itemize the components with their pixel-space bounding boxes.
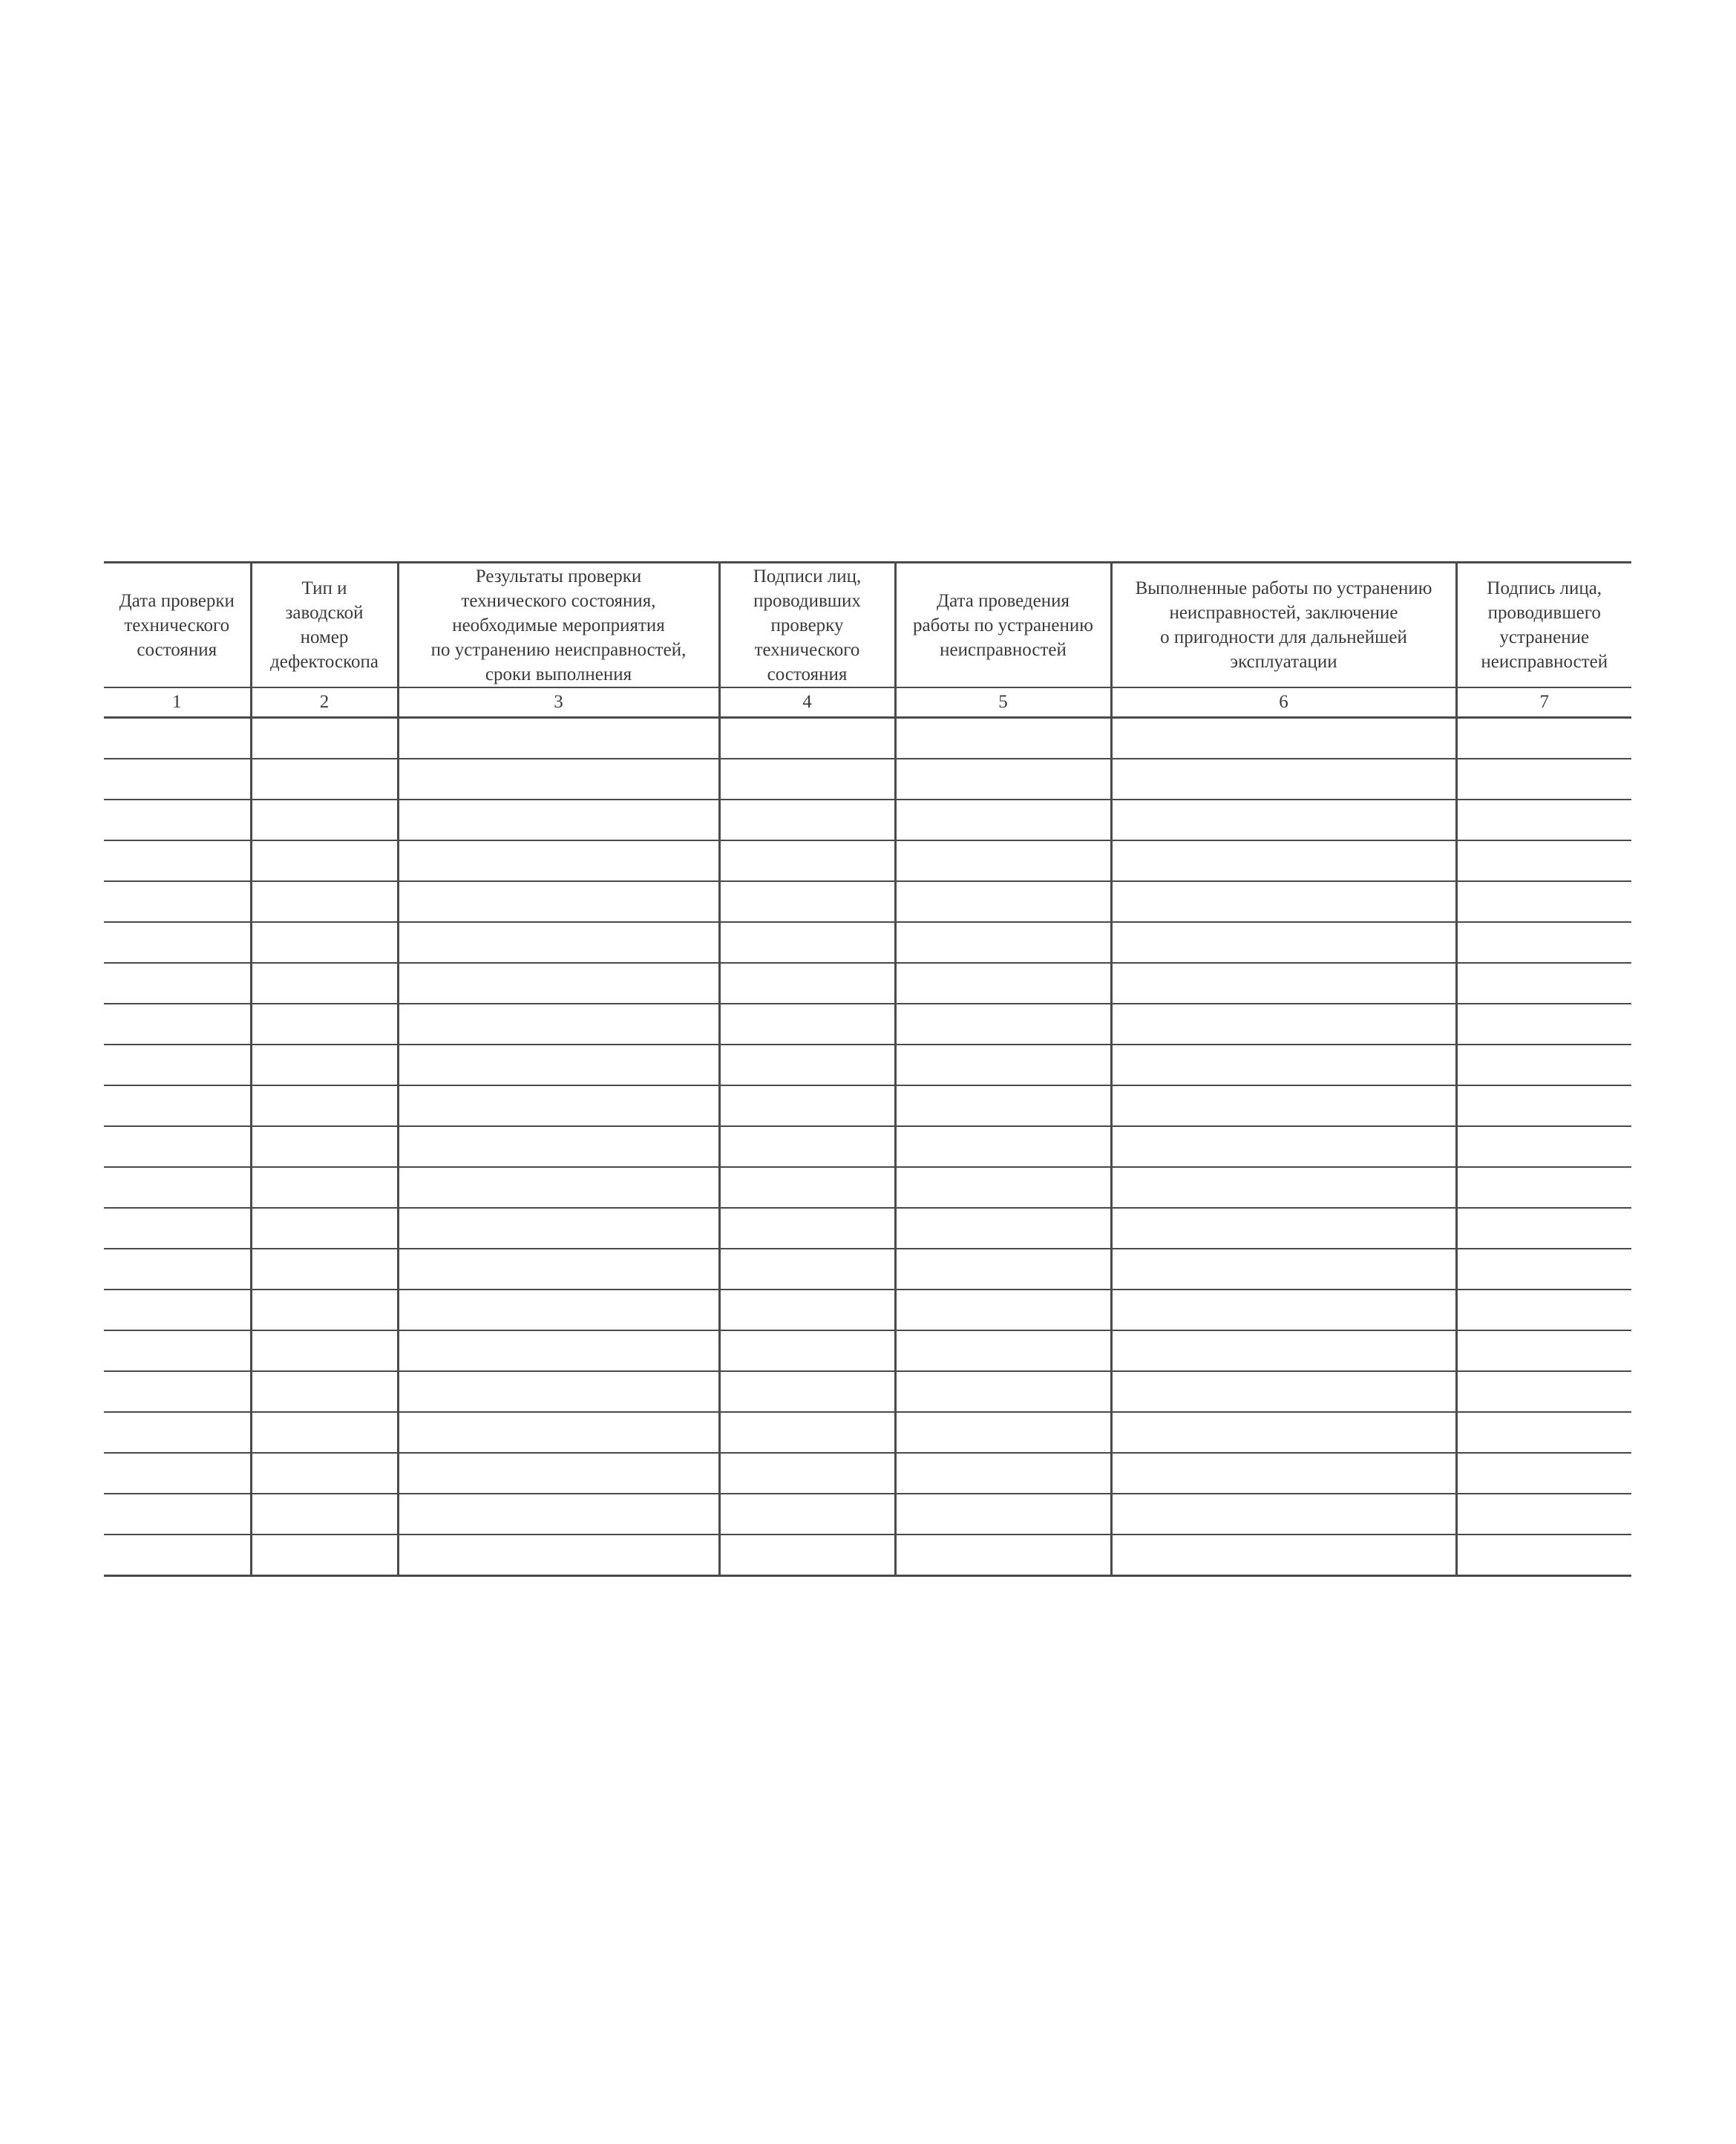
column-header-repairer-signature: Подпись лица, проводившего устранение неисправностей — [1456, 563, 1631, 688]
table-cell[interactable] — [719, 1249, 895, 1290]
table-cell[interactable] — [895, 1453, 1111, 1494]
table-cell[interactable] — [895, 1330, 1111, 1371]
table-cell[interactable] — [104, 1453, 251, 1494]
table-cell[interactable] — [719, 1004, 895, 1045]
table-cell[interactable] — [895, 1371, 1111, 1412]
table-cell[interactable] — [1111, 1535, 1456, 1576]
table-cell[interactable] — [104, 1371, 251, 1412]
table-cell[interactable] — [104, 1126, 251, 1167]
table-cell[interactable] — [398, 718, 719, 759]
table-cell[interactable] — [104, 1494, 251, 1535]
table-cell[interactable] — [719, 840, 895, 881]
column-header-inspection-date: Дата проверки технического состояния — [104, 563, 251, 688]
table-cell[interactable] — [398, 1535, 719, 1576]
table-cell[interactable] — [251, 759, 398, 800]
table-row — [104, 1494, 1631, 1535]
table-cell[interactable] — [1456, 759, 1631, 800]
table-cell[interactable] — [398, 1412, 719, 1453]
table-cell[interactable] — [398, 1290, 719, 1330]
table-cell[interactable] — [895, 1249, 1111, 1290]
table-row — [104, 1412, 1631, 1453]
table-cell[interactable] — [104, 1412, 251, 1453]
table-cell[interactable] — [104, 840, 251, 881]
defectoscope-inspection-log-table — [104, 561, 1631, 1577]
table-cell[interactable] — [251, 922, 398, 963]
table-cell[interactable] — [895, 1004, 1111, 1045]
table-cell[interactable] — [719, 718, 895, 759]
table-cell[interactable] — [1111, 1208, 1456, 1249]
table-cell[interactable] — [1456, 1412, 1631, 1453]
table-cell[interactable] — [1111, 759, 1456, 800]
table-row — [104, 759, 1631, 800]
table-cell[interactable] — [895, 1290, 1111, 1330]
table-cell[interactable] — [104, 922, 251, 963]
table-cell[interactable] — [895, 881, 1111, 922]
table-cell[interactable] — [1111, 1167, 1456, 1208]
table-row — [104, 1085, 1631, 1126]
column-number-row — [104, 687, 1631, 718]
table-cell[interactable] — [1111, 1290, 1456, 1330]
table-cell[interactable] — [398, 922, 719, 963]
table-cell[interactable] — [1456, 1167, 1631, 1208]
table-cell[interactable] — [104, 1535, 251, 1576]
table-cell[interactable] — [104, 1249, 251, 1290]
table-cell[interactable] — [1456, 1371, 1631, 1412]
table-cell[interactable] — [1111, 1453, 1456, 1494]
table-cell[interactable] — [1111, 1004, 1456, 1045]
table-cell[interactable] — [1456, 840, 1631, 881]
table-cell[interactable] — [719, 922, 895, 963]
table-cell[interactable] — [104, 1167, 251, 1208]
table-cell[interactable] — [398, 759, 719, 800]
table-cell[interactable] — [895, 1085, 1111, 1126]
table-cell[interactable] — [719, 1208, 895, 1249]
table-cell[interactable] — [719, 1126, 895, 1167]
table-cell[interactable] — [895, 1045, 1111, 1085]
table-cell[interactable] — [719, 1535, 895, 1576]
log-table-body — [104, 718, 1631, 1576]
table-cell[interactable] — [104, 800, 251, 840]
table-row — [104, 718, 1631, 759]
table-cell[interactable] — [251, 800, 398, 840]
table-cell[interactable] — [251, 881, 398, 922]
table-row — [104, 1453, 1631, 1494]
table-cell[interactable] — [1111, 840, 1456, 881]
column-header-inspector-signatures: Подписи лиц, проводивших проверку технического состояния — [719, 563, 895, 688]
table-cell[interactable] — [398, 1085, 719, 1126]
table-cell[interactable] — [895, 1167, 1111, 1208]
table-row — [104, 881, 1631, 922]
column-number: 7 — [1456, 687, 1631, 718]
table-cell[interactable] — [251, 1330, 398, 1371]
table-cell[interactable] — [1111, 1371, 1456, 1412]
table-cell[interactable] — [398, 1004, 719, 1045]
table-cell[interactable] — [251, 1453, 398, 1494]
table-cell[interactable] — [1111, 1045, 1456, 1085]
table-cell[interactable] — [1456, 1126, 1631, 1167]
table-cell[interactable] — [1111, 881, 1456, 922]
table-cell[interactable] — [719, 1290, 895, 1330]
table-cell[interactable] — [895, 800, 1111, 840]
table-cell[interactable] — [251, 840, 398, 881]
table-cell[interactable] — [251, 1126, 398, 1167]
table-cell[interactable] — [398, 1249, 719, 1290]
table-cell[interactable] — [251, 1208, 398, 1249]
table-cell[interactable] — [104, 1085, 251, 1126]
table-cell[interactable] — [104, 1208, 251, 1249]
table-cell[interactable] — [1456, 881, 1631, 922]
table-row — [104, 1167, 1631, 1208]
table-cell[interactable] — [251, 1167, 398, 1208]
column-header-repair-works-conclusion: Выполненные работы по устранению неисправностей, заключение о пригодности для дальнейшей эксплуатации — [1111, 563, 1456, 688]
table-cell[interactable] — [398, 1330, 719, 1371]
table-cell[interactable] — [1456, 1249, 1631, 1290]
table-cell[interactable] — [1456, 1494, 1631, 1535]
table-cell[interactable] — [104, 963, 251, 1004]
table-cell[interactable] — [719, 1453, 895, 1494]
table-row — [104, 1290, 1631, 1330]
table-cell[interactable] — [104, 718, 251, 759]
table-cell[interactable] — [104, 1330, 251, 1371]
table-cell[interactable] — [1111, 1412, 1456, 1453]
table-cell[interactable] — [1111, 1126, 1456, 1167]
column-header-row — [104, 563, 1631, 688]
table-cell[interactable] — [895, 759, 1111, 800]
table-cell[interactable] — [398, 1167, 719, 1208]
table-cell[interactable] — [719, 1330, 895, 1371]
table-cell[interactable] — [398, 1045, 719, 1085]
column-number: 1 — [104, 687, 251, 718]
column-header-inspection-results: Результаты проверки технического состояния, необходимые мероприятия по устранению неисправностей, сроки выполнения — [398, 563, 719, 688]
table-row — [104, 1208, 1631, 1249]
table-row — [104, 1126, 1631, 1167]
table-cell[interactable] — [1456, 718, 1631, 759]
table-cell[interactable] — [104, 759, 251, 800]
table-cell[interactable] — [895, 1494, 1111, 1535]
table-cell[interactable] — [719, 1412, 895, 1453]
table-cell[interactable] — [398, 840, 719, 881]
table-row — [104, 922, 1631, 963]
table-cell[interactable] — [104, 1004, 251, 1045]
table-cell[interactable] — [251, 1045, 398, 1085]
table-cell[interactable] — [398, 1208, 719, 1249]
table-cell[interactable] — [1111, 718, 1456, 759]
table-cell[interactable] — [1111, 1494, 1456, 1535]
table-cell[interactable] — [104, 1045, 251, 1085]
table-cell[interactable] — [398, 963, 719, 1004]
table-cell[interactable] — [251, 1085, 398, 1126]
table-cell[interactable] — [1456, 963, 1631, 1004]
table-cell[interactable] — [251, 1371, 398, 1412]
table-cell[interactable] — [1111, 963, 1456, 1004]
table-cell[interactable] — [398, 1371, 719, 1412]
column-number: 5 — [895, 687, 1111, 718]
table-cell[interactable] — [1456, 1290, 1631, 1330]
table-cell[interactable] — [1456, 1004, 1631, 1045]
table-cell[interactable] — [1456, 1535, 1631, 1576]
table-cell[interactable] — [1456, 1208, 1631, 1249]
table-cell[interactable] — [251, 1535, 398, 1576]
table-cell[interactable] — [895, 963, 1111, 1004]
table-cell[interactable] — [251, 718, 398, 759]
table-cell[interactable] — [398, 1126, 719, 1167]
column-header-defectoscope-type-number: Тип и заводской номер дефектоскопа — [251, 563, 398, 688]
column-number: 3 — [398, 687, 719, 718]
table-cell[interactable] — [398, 881, 719, 922]
table-row — [104, 1045, 1631, 1085]
table-cell[interactable] — [719, 1085, 895, 1126]
table-cell[interactable] — [1111, 1085, 1456, 1126]
table-cell[interactable] — [719, 1494, 895, 1535]
table-cell[interactable] — [251, 1249, 398, 1290]
table-cell[interactable] — [1456, 1085, 1631, 1126]
table-row — [104, 1249, 1631, 1290]
table-cell[interactable] — [719, 1371, 895, 1412]
table-cell[interactable] — [251, 1290, 398, 1330]
column-header-repair-date: Дата проведения работы по устранению неисправностей — [895, 563, 1111, 688]
table-cell[interactable] — [1111, 800, 1456, 840]
table-cell[interactable] — [251, 1494, 398, 1535]
table-cell[interactable] — [895, 1126, 1111, 1167]
table-row — [104, 1004, 1631, 1045]
table-cell[interactable] — [719, 963, 895, 1004]
table-cell[interactable] — [251, 1004, 398, 1045]
table-cell[interactable] — [895, 1412, 1111, 1453]
table-cell[interactable] — [398, 1494, 719, 1535]
table-row — [104, 1330, 1631, 1371]
table-cell[interactable] — [719, 1167, 895, 1208]
column-number: 6 — [1111, 687, 1456, 718]
table-cell[interactable] — [1111, 1330, 1456, 1371]
table-cell[interactable] — [104, 881, 251, 922]
table-row — [104, 963, 1631, 1004]
table-cell[interactable] — [251, 1412, 398, 1453]
table-cell[interactable] — [1456, 1330, 1631, 1371]
table-cell[interactable] — [1456, 922, 1631, 963]
table-cell[interactable] — [251, 963, 398, 1004]
table-cell[interactable] — [895, 1535, 1111, 1576]
table-cell[interactable] — [1456, 1045, 1631, 1085]
table-cell[interactable] — [895, 1208, 1111, 1249]
table-cell[interactable] — [398, 1453, 719, 1494]
table-cell[interactable] — [719, 800, 895, 840]
table-cell[interactable] — [1111, 922, 1456, 963]
table-cell[interactable] — [719, 881, 895, 922]
table-cell[interactable] — [719, 1045, 895, 1085]
column-number: 4 — [719, 687, 895, 718]
table-row — [104, 800, 1631, 840]
table-cell[interactable] — [1456, 1453, 1631, 1494]
table-cell[interactable] — [104, 1290, 251, 1330]
table-cell[interactable] — [895, 840, 1111, 881]
table-cell[interactable] — [1111, 1249, 1456, 1290]
column-number: 2 — [251, 687, 398, 718]
table-cell[interactable] — [398, 800, 719, 840]
table-cell[interactable] — [1456, 800, 1631, 840]
table-row — [104, 1371, 1631, 1412]
table-cell[interactable] — [895, 718, 1111, 759]
table-cell[interactable] — [719, 759, 895, 800]
table-cell[interactable] — [895, 922, 1111, 963]
table-row — [104, 840, 1631, 881]
table-row — [104, 1535, 1631, 1576]
